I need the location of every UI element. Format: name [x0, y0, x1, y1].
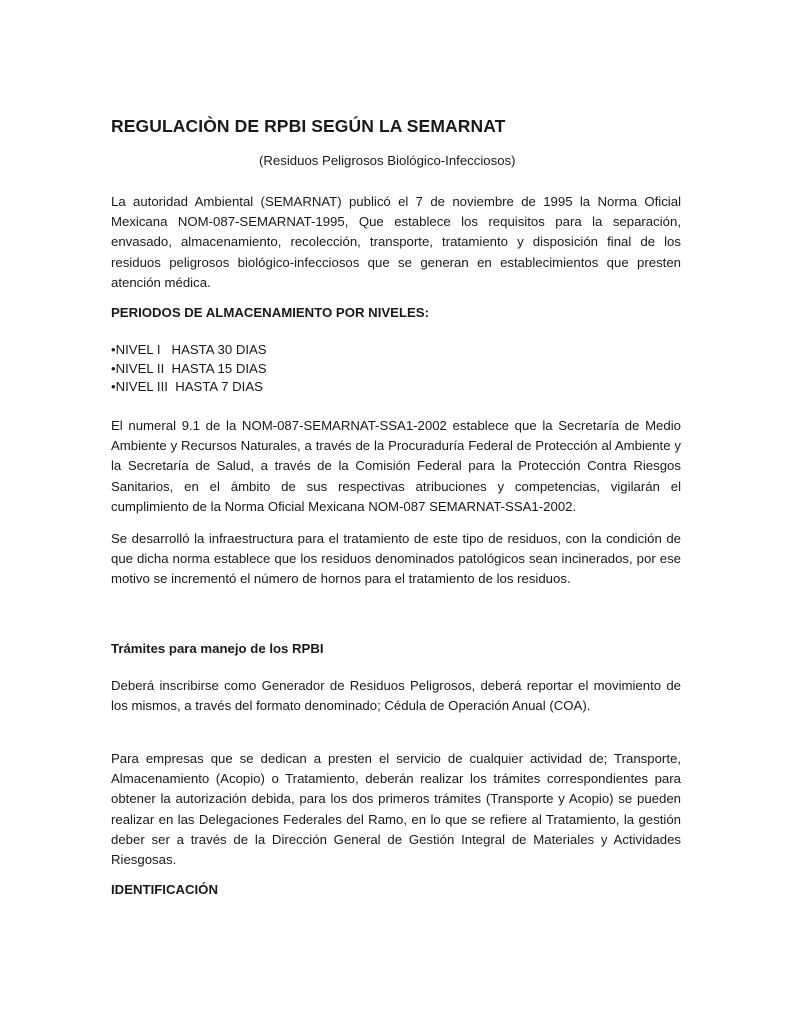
register-paragraph: Deberá inscribirse como Generador de Residuos Peligrosos, deberá reportar el movimiento de los mismos, a través del formato denominado; Cédula de Operación Anual (COA).	[111, 678, 681, 714]
storage-heading: PERIODOS DE ALMACENAMIENTO POR NIVELES:	[111, 305, 429, 320]
intro-paragraph: La autoridad Ambiental (SEMARNAT) publicó el 7 de noviembre de 1995 la Norma Oficial Mexicana NOM-087-SEMARNAT-1995, Que establece los requisitos para la separación, envasado, almacenamiento, recolección, transporte, tratamiento y disposición final de los residuos peligrosos biológico-infecciosos que se generan en establecimientos que presten atención médica.	[111, 194, 681, 290]
storage-levels-list	[111, 341, 267, 397]
infrastructure-paragraph: Se desarrolló la infraestructura para el tratamiento de este tipo de residuos, con la condición de que dicha norma establece que los residuos denominados patológicos sean incinerados, por ese motivo se incrementó el número de hornos para el tratamiento de los residuos.	[111, 531, 681, 587]
companies-paragraph: Para empresas que se dedican a presten el servicio de cualquier actividad de; Transporte, Almacenamiento (Acopio) o Tratamiento, deberán realizar los trámites correspondientes para obtener la autorización debida, para los dos primeros trámites (Transporte y Acopio) se pueden realizar en las Delegaciones Federales del Ramo, en lo que se refiere al Tratamiento, la gestión deber ser a través de la Dirección General de Gestión Integral de Materiales y Actividades Riesgosas.	[111, 751, 681, 868]
numeral-paragraph: El numeral 9.1 de la NOM-087-SEMARNAT-SSA1-2002 establece que la Secretaría de Medio Ambiente y Recursos Naturales, a través de la Procuraduría Federal de Protección al Ambiente y la Secretaría de Salud, a través de la Comisión Federal para la Protección Contra Riesgos Sanitarios, en el ámbito de sus respectivas atribuciones y competencias, vigilarán el cumplimiento de la Norma Oficial Mexicana NOM-087 SEMARNAT-SSA1-2002.	[111, 418, 681, 514]
list-item: •NIVEL II HASTA 15 DIAS	[111, 360, 267, 376]
page-subtitle: (Residuos Peligrosos Biológico-Infecciosos)	[259, 153, 516, 168]
page-title: REGULACIÒN DE RPBI SEGÚN LA SEMARNAT	[111, 116, 506, 136]
list-item: •NIVEL I HASTA 30 DIAS	[111, 342, 267, 357]
procedures-heading: Trámites para manejo de los RPBI	[111, 641, 324, 656]
list-item: •NIVEL III HASTA 7 DIAS	[111, 379, 263, 395]
identification-heading: IDENTIFICACIÓN	[111, 882, 218, 897]
